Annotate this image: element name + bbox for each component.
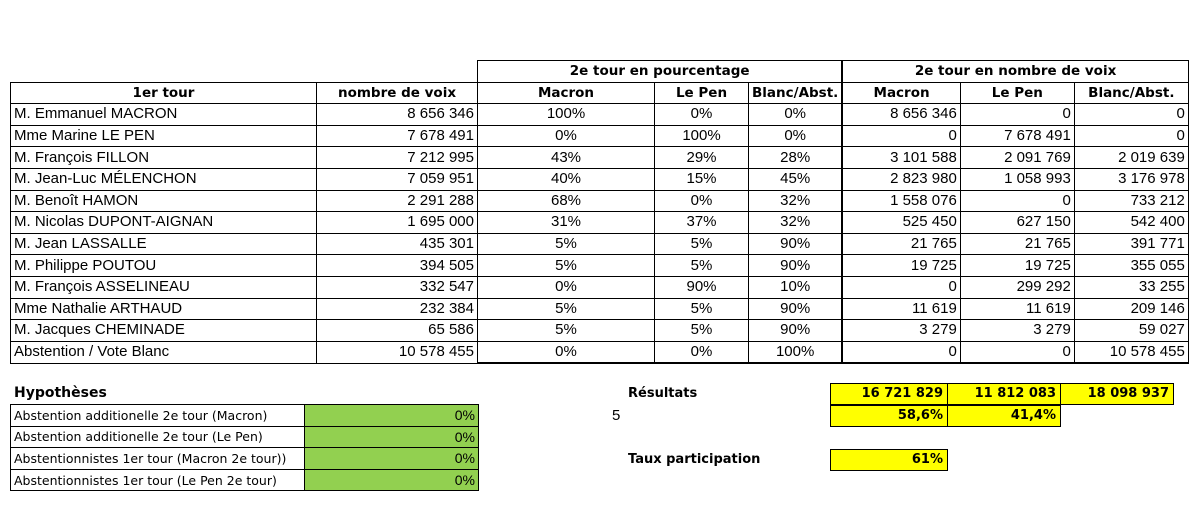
pct-lepen-cell: 29% bbox=[655, 147, 749, 169]
result-lepen-pct: 41,4% bbox=[947, 405, 1061, 427]
candidate-name-cell: M. François ASSELINEAU bbox=[11, 276, 317, 298]
pct-blanc-cell: 28% bbox=[749, 147, 843, 169]
candidate-name-cell: M. François FILLON bbox=[11, 147, 317, 169]
pct-macron-cell: 68% bbox=[478, 190, 655, 212]
votes-blanc-cell: 209 146 bbox=[1074, 298, 1188, 320]
pct-lepen-cell: 5% bbox=[655, 233, 749, 255]
table-row bbox=[11, 125, 1189, 147]
col-header-pct-lepen: Le Pen bbox=[655, 82, 749, 104]
first-round-votes-cell: 332 547 bbox=[317, 276, 478, 298]
candidate-name-cell: M. Jean-Luc MÉLENCHON bbox=[11, 168, 317, 190]
votes-macron-cell: 3 279 bbox=[842, 320, 960, 342]
votes-blanc-cell: 3 176 978 bbox=[1074, 168, 1188, 190]
pct-macron-cell: 40% bbox=[478, 168, 655, 190]
pct-lepen-cell: 90% bbox=[655, 276, 749, 298]
table-row bbox=[11, 147, 1189, 169]
votes-blanc-cell: 355 055 bbox=[1074, 255, 1188, 277]
group-header-votes: 2e tour en nombre de voix bbox=[842, 61, 1188, 83]
col-header-votes: nombre de voix bbox=[317, 82, 478, 104]
col-header-pct-blanc: Blanc/Abst. bbox=[749, 82, 843, 104]
pct-macron-cell: 5% bbox=[478, 298, 655, 320]
pct-blanc-cell: 32% bbox=[749, 190, 843, 212]
participation-value: 61% bbox=[830, 449, 948, 471]
votes-lepen-cell: 0 bbox=[960, 190, 1074, 212]
table-row bbox=[11, 320, 1189, 342]
table-row bbox=[11, 276, 1189, 298]
hypothesis-row bbox=[11, 405, 479, 427]
pct-macron-cell: 43% bbox=[478, 147, 655, 169]
group-header-percent: 2e tour en pourcentage bbox=[478, 61, 843, 83]
group-header-row bbox=[11, 61, 1189, 83]
candidate-name-cell: M. Nicolas DUPONT-AIGNAN bbox=[11, 212, 317, 234]
votes-lepen-cell: 0 bbox=[960, 341, 1074, 363]
votes-lepen-cell: 1 058 993 bbox=[960, 168, 1074, 190]
first-round-votes-cell: 1 695 000 bbox=[317, 212, 478, 234]
pct-macron-cell: 0% bbox=[478, 276, 655, 298]
pct-lepen-cell: 15% bbox=[655, 168, 749, 190]
table-row bbox=[11, 298, 1189, 320]
votes-blanc-cell: 733 212 bbox=[1074, 190, 1188, 212]
pct-blanc-cell: 10% bbox=[749, 276, 843, 298]
first-round-votes-cell: 435 301 bbox=[317, 233, 478, 255]
votes-macron-cell: 3 101 588 bbox=[842, 147, 960, 169]
hypotheses-table bbox=[10, 404, 479, 491]
pct-blanc-cell: 90% bbox=[749, 320, 843, 342]
first-round-votes-cell: 7 212 995 bbox=[317, 147, 478, 169]
candidate-name-cell: M. Emmanuel MACRON bbox=[11, 104, 317, 126]
result-lepen-votes: 11 812 083 bbox=[947, 383, 1061, 405]
hypothesis-label: Abstention additionelle 2e tour (Macron) bbox=[11, 405, 305, 427]
pct-macron-cell: 5% bbox=[478, 255, 655, 277]
votes-blanc-cell: 0 bbox=[1074, 104, 1188, 126]
votes-lepen-cell: 2 091 769 bbox=[960, 147, 1074, 169]
candidate-name-cell: M. Jacques CHEMINADE bbox=[11, 320, 317, 342]
votes-lepen-cell: 627 150 bbox=[960, 212, 1074, 234]
first-round-votes-cell: 10 578 455 bbox=[317, 341, 478, 363]
votes-macron-cell: 0 bbox=[842, 125, 960, 147]
pct-lepen-cell: 37% bbox=[655, 212, 749, 234]
result-blanc-votes: 18 098 937 bbox=[1060, 383, 1174, 405]
hypothesis-row bbox=[11, 426, 479, 448]
votes-lepen-cell: 19 725 bbox=[960, 255, 1074, 277]
candidate-name-cell: M. Philippe POUTOU bbox=[11, 255, 317, 277]
first-round-votes-cell: 232 384 bbox=[317, 298, 478, 320]
votes-macron-cell: 1 558 076 bbox=[842, 190, 960, 212]
pct-lepen-cell: 0% bbox=[655, 341, 749, 363]
votes-lepen-cell: 21 765 bbox=[960, 233, 1074, 255]
pct-blanc-cell: 90% bbox=[749, 233, 843, 255]
pct-blanc-cell: 0% bbox=[749, 104, 843, 126]
table-row bbox=[11, 233, 1189, 255]
table-row bbox=[11, 212, 1189, 234]
pct-lepen-cell: 5% bbox=[655, 298, 749, 320]
pct-lepen-cell: 0% bbox=[655, 104, 749, 126]
col-header-votes-blanc: Blanc/Abst. bbox=[1074, 82, 1188, 104]
pct-blanc-cell: 45% bbox=[749, 168, 843, 190]
votes-lepen-cell: 299 292 bbox=[960, 276, 1074, 298]
pct-macron-cell: 0% bbox=[478, 341, 655, 363]
votes-blanc-cell: 59 027 bbox=[1074, 320, 1188, 342]
votes-lepen-cell: 7 678 491 bbox=[960, 125, 1074, 147]
table-row bbox=[11, 168, 1189, 190]
votes-blanc-cell: 391 771 bbox=[1074, 233, 1188, 255]
hypothesis-value-input[interactable]: 0% bbox=[305, 448, 479, 470]
pct-blanc-cell: 90% bbox=[749, 255, 843, 277]
votes-blanc-cell: 10 578 455 bbox=[1074, 341, 1188, 363]
votes-blanc-cell: 542 400 bbox=[1074, 212, 1188, 234]
hypothesis-value-input[interactable]: 0% bbox=[305, 426, 479, 448]
votes-macron-cell: 11 619 bbox=[842, 298, 960, 320]
votes-macron-cell: 2 823 980 bbox=[842, 168, 960, 190]
col-header-pct-macron: Macron bbox=[478, 82, 655, 104]
stray-cell-value: 5 bbox=[612, 407, 621, 424]
col-header-first-round: 1er tour bbox=[11, 82, 317, 104]
first-round-votes-cell: 394 505 bbox=[317, 255, 478, 277]
pct-blanc-cell: 100% bbox=[749, 341, 843, 363]
hypothesis-label: Abstentionnistes 1er tour (Le Pen 2e tour) bbox=[11, 469, 305, 491]
votes-macron-cell: 0 bbox=[842, 276, 960, 298]
pct-blanc-cell: 0% bbox=[749, 125, 843, 147]
table-row bbox=[11, 255, 1189, 277]
first-round-votes-cell: 65 586 bbox=[317, 320, 478, 342]
hypothesis-label: Abstention additionelle 2e tour (Le Pen) bbox=[11, 426, 305, 448]
pct-macron-cell: 5% bbox=[478, 233, 655, 255]
pct-lepen-cell: 0% bbox=[655, 190, 749, 212]
pct-lepen-cell: 5% bbox=[655, 320, 749, 342]
votes-lepen-cell: 0 bbox=[960, 104, 1074, 126]
pct-macron-cell: 0% bbox=[478, 125, 655, 147]
votes-lepen-cell: 11 619 bbox=[960, 298, 1074, 320]
first-round-votes-cell: 7 059 951 bbox=[317, 168, 478, 190]
candidate-name-cell: M. Jean LASSALLE bbox=[11, 233, 317, 255]
votes-macron-cell: 525 450 bbox=[842, 212, 960, 234]
votes-blanc-cell: 0 bbox=[1074, 125, 1188, 147]
votes-blanc-cell: 33 255 bbox=[1074, 276, 1188, 298]
votes-macron-cell: 8 656 346 bbox=[842, 104, 960, 126]
hypothesis-row bbox=[11, 448, 479, 470]
results-table bbox=[10, 60, 1189, 364]
pct-blanc-cell: 90% bbox=[749, 298, 843, 320]
first-round-votes-cell: 2 291 288 bbox=[317, 190, 478, 212]
pct-macron-cell: 5% bbox=[478, 320, 655, 342]
hypothesis-value-input[interactable]: 0% bbox=[305, 405, 479, 427]
first-round-votes-cell: 7 678 491 bbox=[317, 125, 478, 147]
result-macron-pct: 58,6% bbox=[830, 405, 948, 427]
col-header-votes-lepen: Le Pen bbox=[960, 82, 1074, 104]
table-row bbox=[11, 104, 1189, 126]
first-round-votes-cell: 8 656 346 bbox=[317, 104, 478, 126]
hypothesis-row bbox=[11, 469, 479, 491]
hypothesis-label: Abstentionnistes 1er tour (Macron 2e tour)) bbox=[11, 448, 305, 470]
col-header-votes-macron: Macron bbox=[842, 82, 960, 104]
votes-macron-cell: 0 bbox=[842, 341, 960, 363]
votes-blanc-cell: 2 019 639 bbox=[1074, 147, 1188, 169]
votes-lepen-cell: 3 279 bbox=[960, 320, 1074, 342]
pct-macron-cell: 100% bbox=[478, 104, 655, 126]
hypothesis-value-input[interactable]: 0% bbox=[305, 469, 479, 491]
result-macron-votes: 16 721 829 bbox=[830, 383, 948, 405]
candidate-name-cell: Mme Marine LE PEN bbox=[11, 125, 317, 147]
column-header-row bbox=[11, 82, 1189, 104]
votes-macron-cell: 21 765 bbox=[842, 233, 960, 255]
pct-blanc-cell: 32% bbox=[749, 212, 843, 234]
results-label: Résultats bbox=[628, 386, 698, 401]
hypotheses-title: Hypothèses bbox=[14, 385, 107, 401]
votes-macron-cell: 19 725 bbox=[842, 255, 960, 277]
candidate-name-cell: Mme Nathalie ARTHAUD bbox=[11, 298, 317, 320]
pct-macron-cell: 31% bbox=[478, 212, 655, 234]
candidate-name-cell: Abstention / Vote Blanc bbox=[11, 341, 317, 363]
candidate-name-cell: M. Benoît HAMON bbox=[11, 190, 317, 212]
pct-lepen-cell: 5% bbox=[655, 255, 749, 277]
pct-lepen-cell: 100% bbox=[655, 125, 749, 147]
table-row bbox=[11, 341, 1189, 363]
participation-label: Taux participation bbox=[628, 452, 761, 467]
table-row bbox=[11, 190, 1189, 212]
